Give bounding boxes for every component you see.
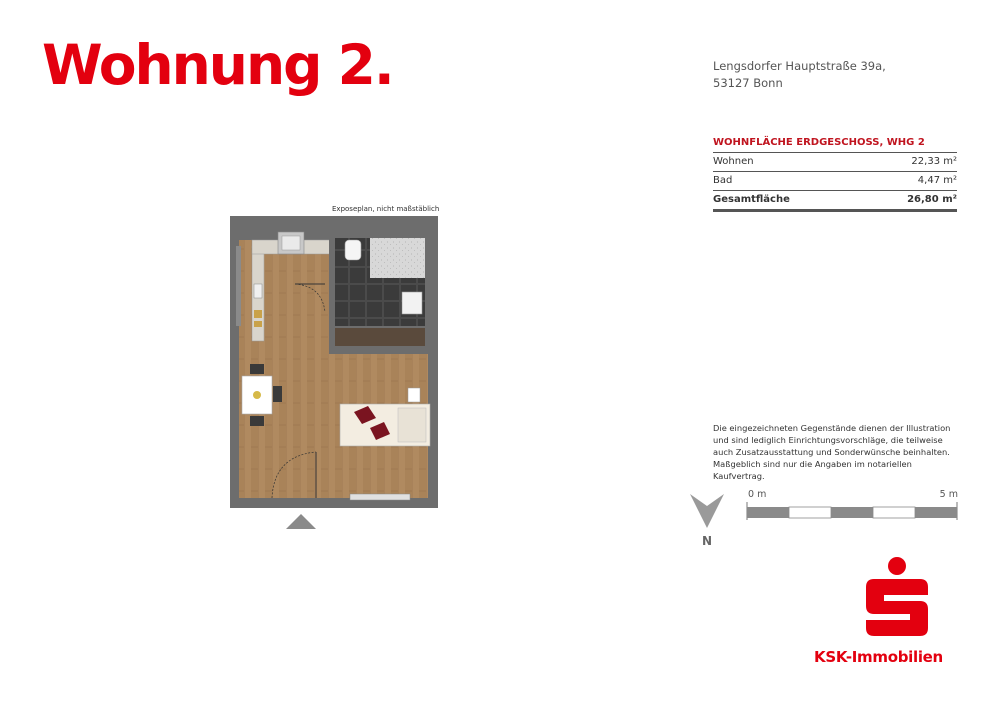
entrance-arrow-icon <box>286 512 316 530</box>
north-arrow-icon <box>690 492 724 532</box>
address-street: Lengsdorfer Hauptstraße 39a, <box>713 59 886 73</box>
plan-caption: Exposeplan, nicht maßstäblich <box>332 205 440 213</box>
page-title: Wohnung 2. <box>42 33 393 97</box>
brand-name: KSK-Immobilien <box>814 648 943 666</box>
area-row-bad <box>713 172 957 191</box>
disclaimer-text: Die eingezeichneten Gegenstände dienen der Illustration und sind lediglich Einrichtungsvorschläge, die teilweise auch Zusatzausstattung und Sonderwünsche beinhalten. Maßgeblich sind nur die Angaben im notariellen Kaufvertrag. <box>713 423 951 481</box>
toilet <box>345 240 361 260</box>
window <box>350 494 410 500</box>
scale-start-label: 0 m <box>748 489 767 500</box>
address-block <box>713 58 886 92</box>
north-indicator <box>690 492 724 552</box>
area-label: Wohnen <box>713 156 754 167</box>
scale-end-label: 5 m <box>939 489 958 500</box>
shower-area <box>370 238 425 278</box>
area-total-value: 26,80 m² <box>907 194 957 205</box>
area-row-total <box>713 191 957 212</box>
area-table-heading: WOHNFLÄCHE ERDGESCHOSS, WHG 2 <box>713 137 957 153</box>
area-value: 22,33 m² <box>911 156 957 167</box>
area-row-wohnen <box>713 153 957 172</box>
scale-ruler <box>746 502 958 520</box>
area-label: Bad <box>713 175 733 186</box>
north-label: N <box>702 534 713 548</box>
nightstand <box>408 388 420 402</box>
kitchen-sink <box>254 284 262 298</box>
address-city: 53127 Bonn <box>713 76 783 90</box>
area-value: 4,47 m² <box>917 175 957 186</box>
floor-plan <box>230 216 438 508</box>
area-total-label: Gesamtfläche <box>713 194 790 205</box>
scale-bar <box>746 489 958 521</box>
area-table <box>713 137 957 212</box>
sparkasse-logo-icon <box>866 557 928 636</box>
bath-sink <box>402 292 422 314</box>
